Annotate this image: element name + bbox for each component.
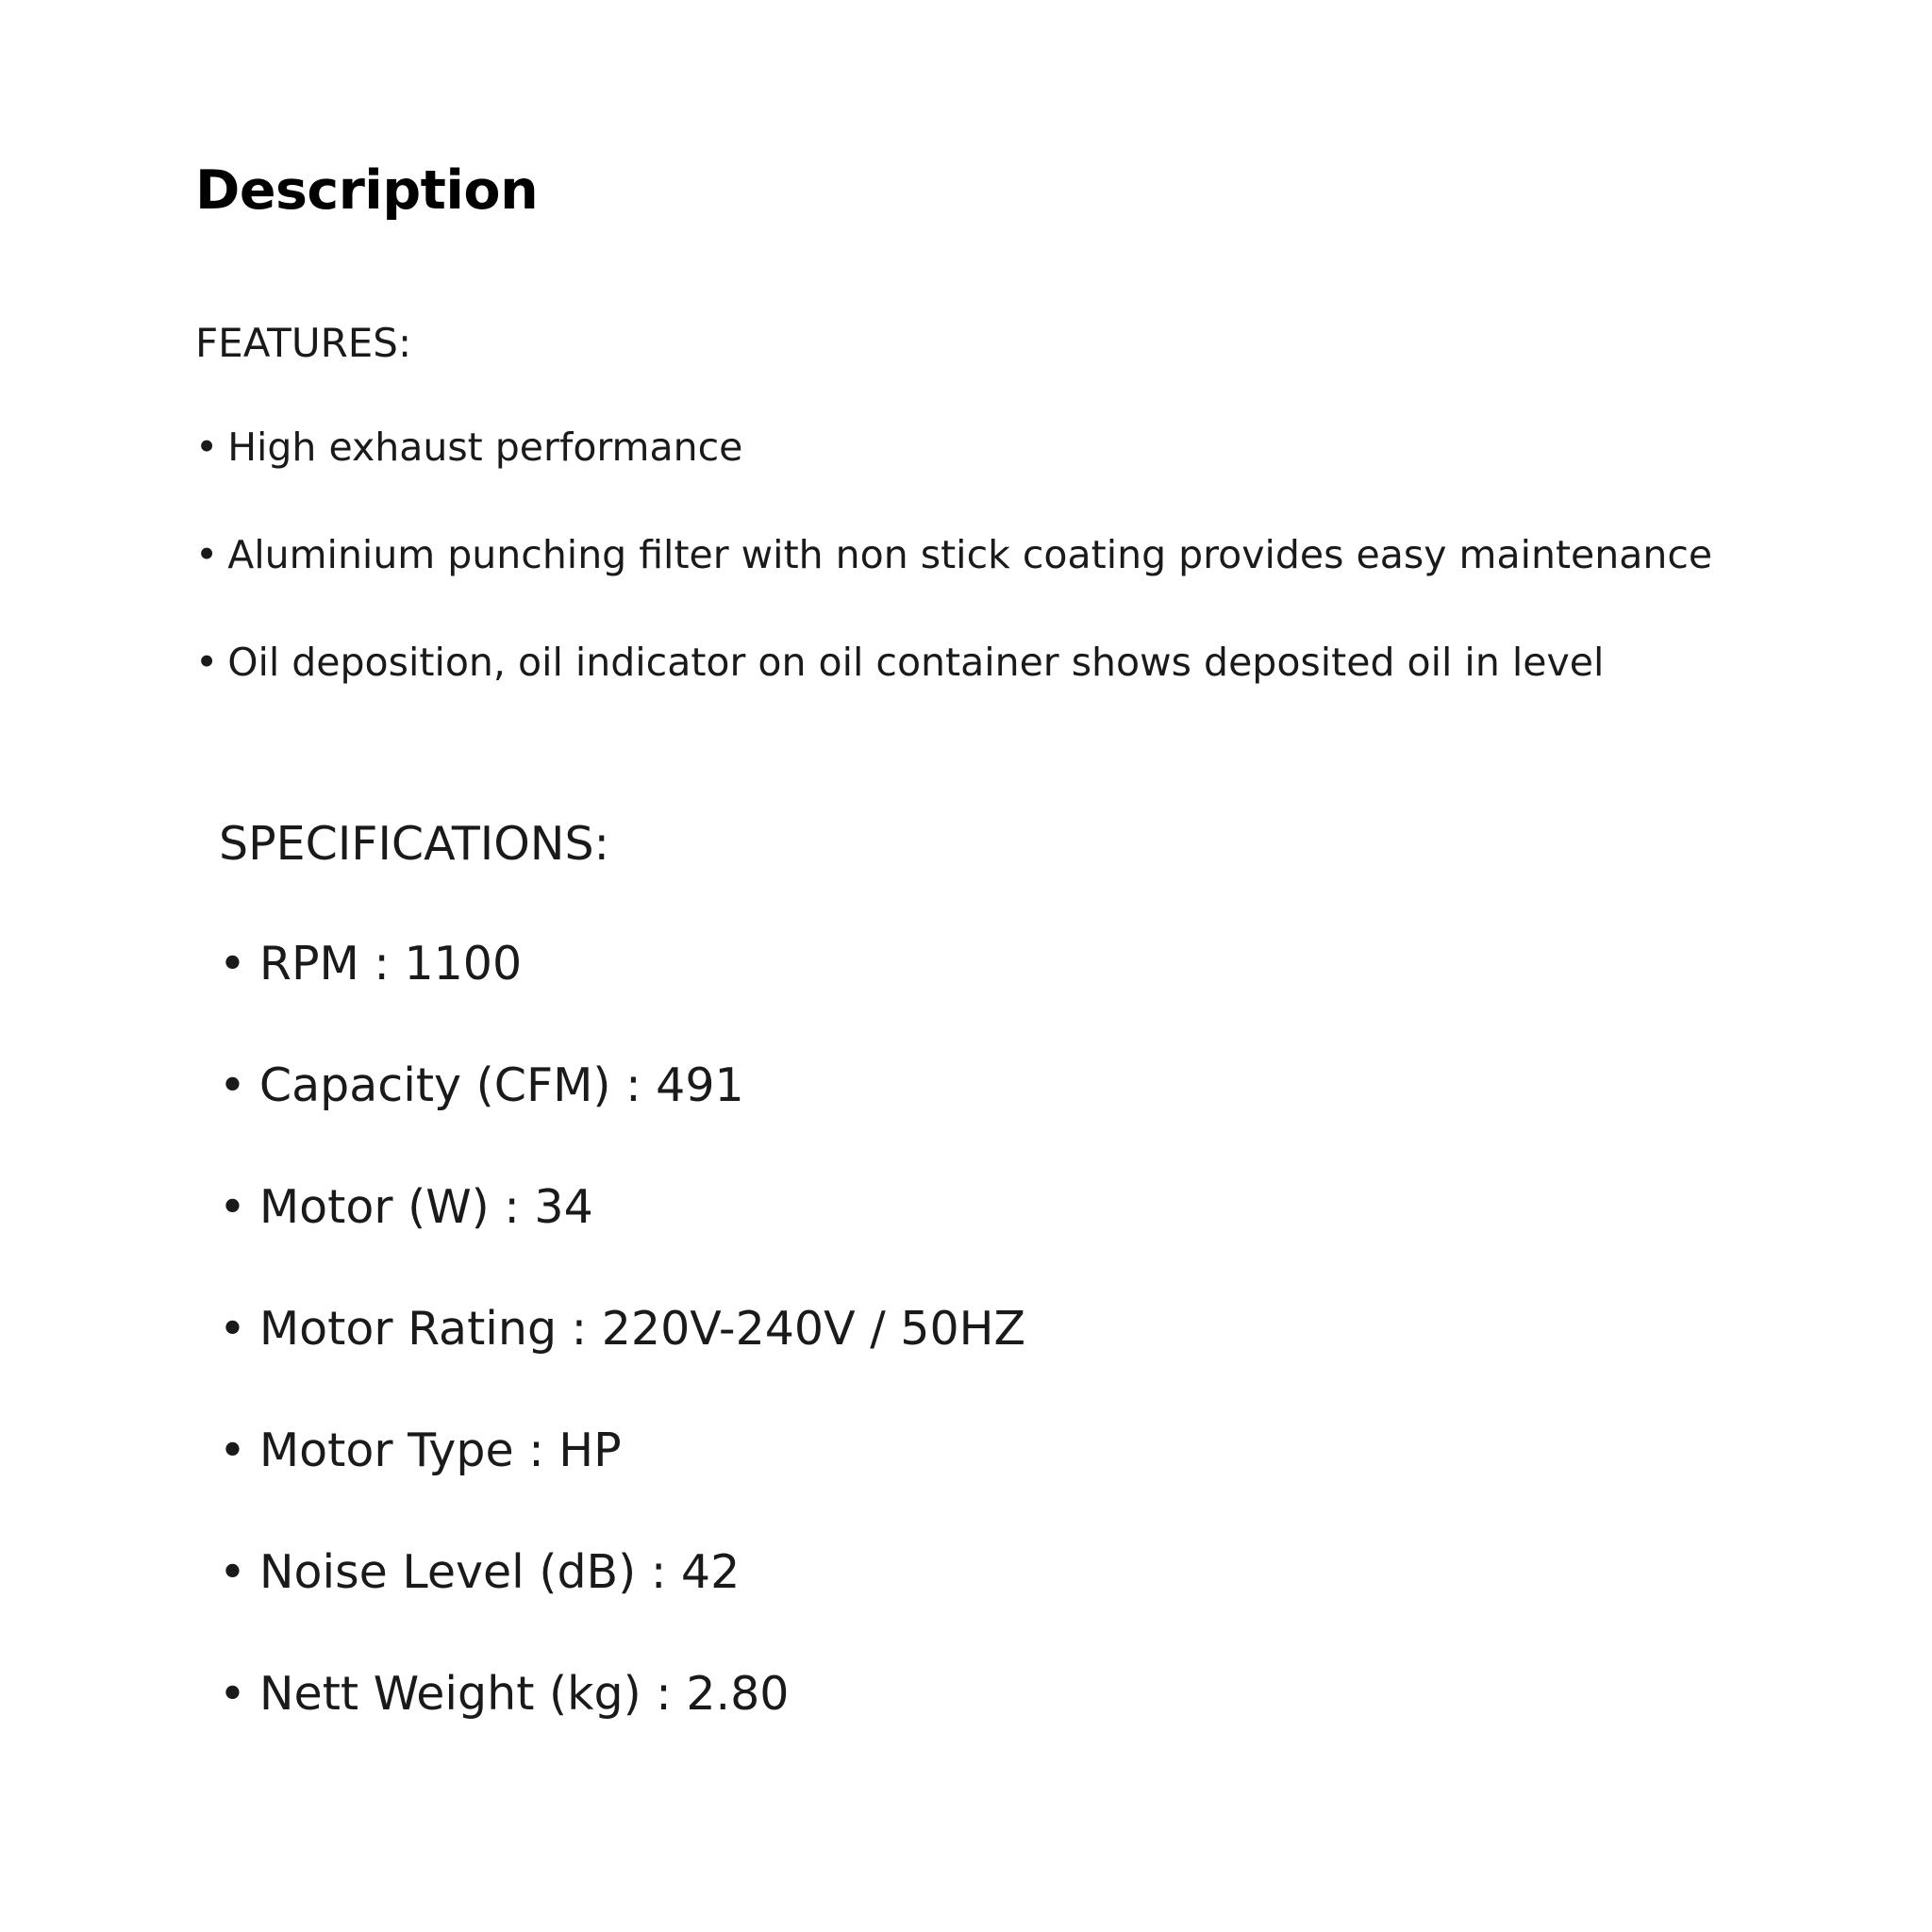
bullet-icon: • [219,1667,246,1721]
spec-text: Noise Level (dB) : 42 [258,1545,741,1599]
feature-text: Aluminium punching filter with non stick coating provides easy maintenance [227,532,1713,577]
bullet-icon: • [219,1180,246,1234]
spec-item [219,1177,1025,1299]
specifications-heading: SPECIFICATIONS: [219,817,610,871]
bullet-icon: • [219,1545,246,1599]
spec-item [219,1056,1025,1177]
features-heading: FEATURES: [195,320,412,366]
bullet-icon: • [195,640,219,685]
spec-text: Motor Type : HP [258,1424,622,1477]
section-title: Description [195,159,539,222]
feature-item [195,421,1712,528]
feature-text: High exhaust performance [227,425,743,470]
features-list [195,421,1712,743]
feature-item [195,528,1712,636]
bullet-icon: • [219,1058,246,1112]
spec-item [219,934,1025,1056]
spec-item [219,1542,1025,1664]
bullet-icon: • [195,532,219,577]
spec-text: Motor (W) : 34 [258,1180,593,1234]
spec-item [219,1299,1025,1421]
feature-item [195,636,1712,743]
bullet-icon: • [219,1424,246,1477]
bullet-icon: • [219,1302,246,1356]
bullet-icon: • [219,937,246,991]
spec-text: Motor Rating : 220V-240V / 50HZ [258,1302,1026,1356]
specifications-list [219,934,1025,1786]
spec-text: Capacity (CFM) : 491 [258,1058,744,1112]
feature-text: Oil deposition, oil indicator on oil container shows deposited oil in level [227,640,1605,685]
bullet-icon: • [195,425,219,470]
spec-item [219,1664,1025,1786]
spec-item [219,1421,1025,1542]
spec-text: Nett Weight (kg) : 2.80 [258,1667,790,1721]
spec-text: RPM : 1100 [258,937,523,991]
